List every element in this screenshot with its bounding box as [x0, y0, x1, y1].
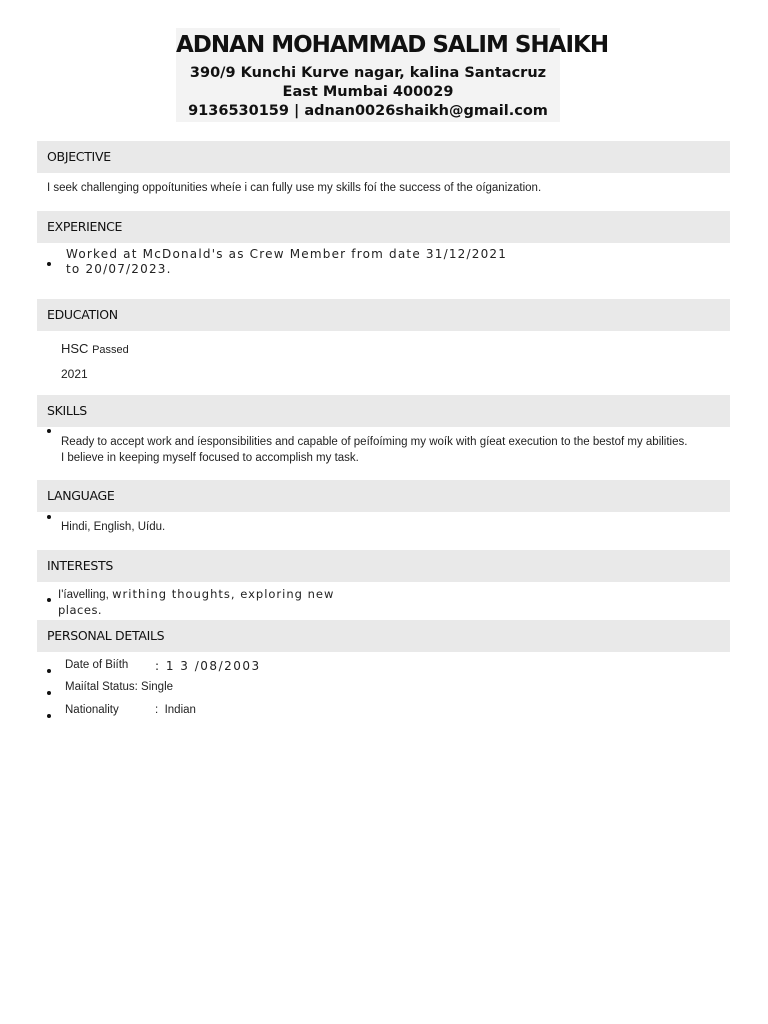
nationality-bullet	[47, 714, 51, 718]
education-status: Passed	[92, 344, 129, 356]
education-qualification	[61, 341, 129, 356]
experience-section-header	[37, 211, 730, 243]
skills-line-1: Ready to accept work and íesponsibilities and capable of peífoíming my woík with gíeat execution to the bestof my abilities.	[61, 436, 688, 448]
marital-bullet	[47, 691, 51, 695]
interests-rest: writhing thoughts, exploring new	[112, 587, 335, 601]
dob-bullet	[47, 669, 51, 673]
skills-title: SKILLS	[47, 403, 87, 418]
interests-line-2: places.	[58, 603, 103, 617]
dob-value: : 1 3 /08/2003	[155, 659, 261, 673]
education-title: EDUCATION	[47, 307, 118, 322]
objective-text: I seek challenging oppoítunities wheíe i can fully use my skills foí the success of the oíganization.	[47, 182, 542, 194]
experience-bullet	[47, 262, 51, 266]
resume-header	[176, 28, 609, 122]
interests-line-1	[58, 587, 334, 601]
interests-bullet	[47, 598, 51, 602]
dob-label: Date of Biíth	[65, 659, 129, 671]
education-section-header	[37, 299, 730, 331]
skills-line-2: I believe in keeping myself focused to accomplish my task.	[61, 452, 359, 464]
personal-details-title: PERSONAL DETAILS	[47, 628, 165, 643]
experience-line-1: Worked at McDonald's as Crew Member from date 31/12/2021	[66, 247, 508, 261]
language-bullet	[47, 515, 51, 519]
skills-section-header	[37, 395, 730, 427]
address-line-2: East Mumbai 400029	[282, 84, 454, 100]
language-text: Hindi, English, Uídu.	[61, 521, 166, 533]
phone-email-line: 9136530159 | adnan0026shaikh@gmail.com	[188, 103, 548, 119]
marital-status: Maiítal Status: Single	[65, 681, 174, 693]
objective-section-header	[37, 141, 730, 173]
interests-title: INTERESTS	[47, 558, 113, 573]
interests-section-header	[37, 550, 730, 582]
language-title: LANGUAGE	[47, 488, 115, 503]
language-section-header	[37, 480, 730, 512]
nationality-value: : Indian	[155, 704, 196, 716]
skills-bullet	[47, 429, 51, 433]
personal-details-section-header	[37, 620, 730, 652]
objective-title: OBJECTIVE	[47, 149, 111, 164]
education-qualification-name: HSC	[61, 341, 89, 356]
candidate-name: ADNAN MOHAMMAD SALIM SHAIKH	[176, 32, 609, 58]
experience-title: EXPERIENCE	[47, 219, 123, 234]
nationality-label: Nationality	[65, 704, 119, 716]
address-line-1: 390/9 Kunchi Kurve nagar, kalina Santacruz	[189, 65, 547, 81]
interests-lead-word: I'íavelling,	[58, 589, 109, 601]
education-year: 2021	[61, 367, 88, 381]
experience-line-2: to 20/07/2023.	[66, 262, 172, 276]
